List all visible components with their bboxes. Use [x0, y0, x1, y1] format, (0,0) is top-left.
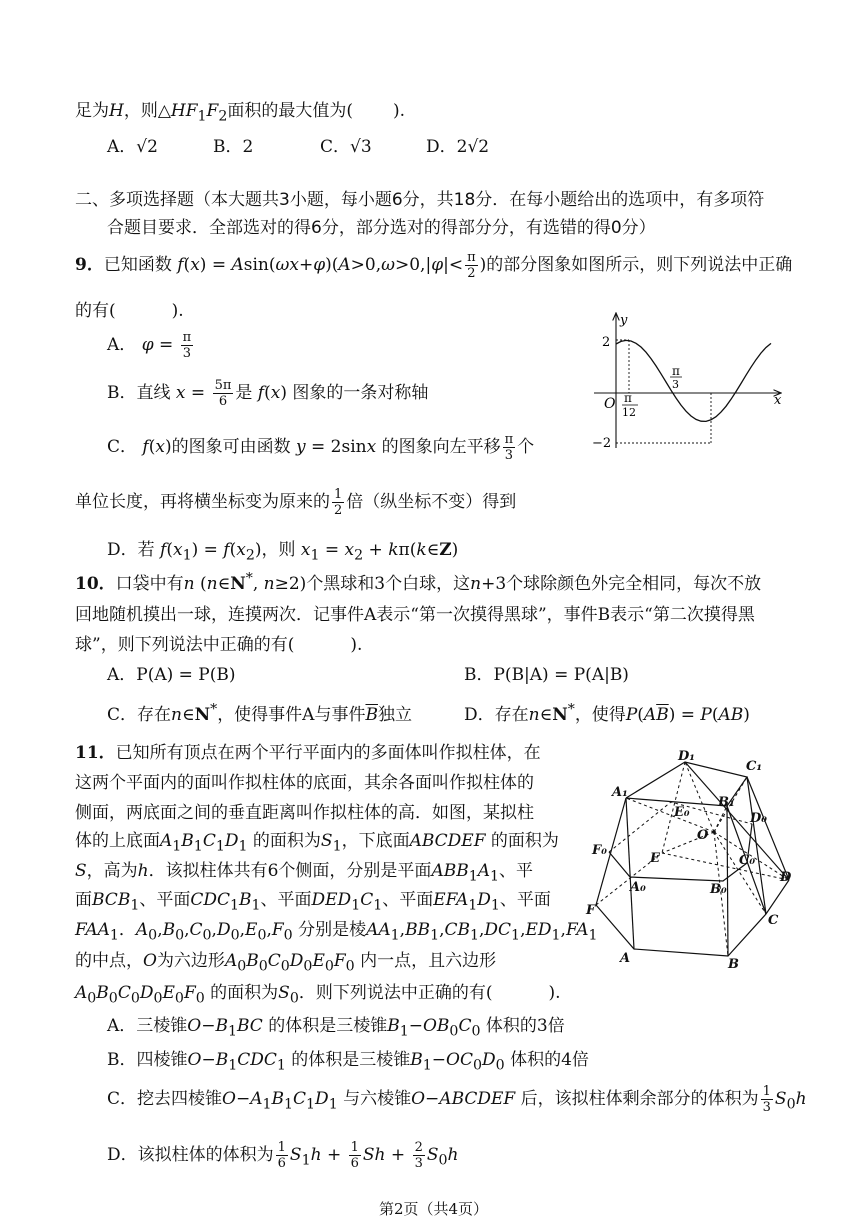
q11-line7: $FAA_1$．$A_0,B_0,C_0,D_0,E_0,F_0$ 分别是棱$AA_1,BB_1,CB_1,DC_1,ED_1,FA_1$	[75, 920, 598, 944]
x-tick-pi12-den: 12	[622, 406, 636, 419]
y-tick-2: 2	[602, 335, 611, 350]
q11-l7-b: 分别是棱	[298, 920, 367, 940]
q10-line1: 10．口袋中有n (n∈N*, n≥2)个黑球和3个白球，这n+3个球除颜色外完全相同，每次不放	[75, 570, 762, 594]
label-E: E	[650, 851, 660, 866]
q11-option-a-c: 体积的3倍	[485, 1016, 565, 1036]
q11-line2: 这两个平面内的面叫作拟柱体的底面，其余各面叫作拟柱体的	[75, 773, 534, 793]
q10-option-a: A．P(A) = P(B)	[107, 665, 236, 685]
q11-l9-c: ).	[548, 983, 561, 1003]
q9-option-c-cont: 单位长度，再将横坐标变为原来的 $\frac{1}{2}$ 倍（纵坐标不变）得到	[75, 487, 517, 518]
q10-option-c-b: ，使得事件A与事件	[217, 705, 366, 725]
q9-option-c-b: 的图象可由函数	[171, 437, 291, 457]
q9-option-c-f: 倍（纵坐标不变）得到	[346, 492, 517, 512]
q9-option-d-b: ，则	[261, 540, 296, 560]
q11-option-c-b: 与六棱锥	[343, 1089, 412, 1109]
sine-curve	[616, 340, 771, 421]
q9-option-a-label: A．	[107, 335, 137, 355]
q10-number: 10．	[75, 574, 116, 594]
q11-l6-e: 、平面	[499, 890, 551, 910]
q10-option-c-a: C．存在	[107, 705, 172, 725]
q11-l6-c: 、平面	[260, 890, 312, 910]
q11-line1	[75, 738, 541, 763]
q9-stem-b: 的部分图象如图所示，则下列说法中正确	[486, 255, 793, 275]
q11-option-a: A．三棱锥$O-B_1BC$ 的体积是三棱锥$B_1-OB_0C_0$ 体积的3倍	[107, 1016, 565, 1040]
label-C0: C₀	[739, 853, 756, 868]
q11-line5: S，高为h．该拟柱体共有6个侧面，分别是平面$ABB_1A_1$、平	[75, 861, 534, 885]
q8-text-d: ).	[393, 101, 406, 121]
q9-option-c-c: 的图象向左平移	[381, 437, 501, 457]
q9-stem-c: 的有(	[75, 301, 116, 321]
q9-option-a: A． φ = $\frac{\pi}{3}$	[107, 330, 192, 361]
x-axis-label: x	[774, 393, 782, 408]
label-C: C	[768, 913, 779, 928]
q11-l6-b: 、平面	[139, 890, 191, 910]
q11-option-c-c: 后，该拟柱体剩余部分的体积为	[520, 1089, 759, 1109]
label-B1: B₁	[718, 795, 735, 810]
q8-tail: 足为H，则$\triangle HF_1F_2$面积的最大值为( ).	[75, 101, 406, 125]
q10-option-b: B．P(B|A) = P(A|B)	[464, 665, 629, 685]
q9-option-c-d: 个	[517, 437, 535, 457]
label-B: B	[728, 957, 739, 972]
q10-option-c: C．存在n∈N*，使得事件A与事件$\overline{B}$独立	[107, 701, 412, 725]
q10-line3-b: ).	[350, 635, 363, 655]
q8-option-b: B．2	[213, 137, 254, 157]
section2-heading-line1: 二、多项选择题（本大题共3小题，每小题6分，共18分．在每小题给出的选项中，有多项符	[75, 190, 765, 210]
q10-option-d-a: D．存在	[464, 705, 529, 725]
q11-number: 11．	[75, 743, 116, 763]
q11-l5-b: ．该拟柱体共有6个侧面，分别是平面	[148, 861, 432, 881]
q9-number: 9．	[75, 255, 104, 275]
q11-polyhedron-figure	[584, 740, 800, 972]
q11-l6-d: 、平面	[382, 890, 434, 910]
q11-option-c: C．挖去四棱锥$O-A_1B_1C_1D_1$ 与六棱锥O−ABCDEF 后，该拟柱体剩余部分的体积为 $\frac{1}{3}$ $S_0h$	[107, 1084, 807, 1115]
q11-l9-a: 的面积为	[210, 983, 279, 1003]
q10-option-c-c: 独立	[377, 705, 412, 725]
q11-option-c-a: C．挖去四棱锥	[107, 1089, 223, 1109]
q11-l7-a: ．	[118, 920, 136, 940]
q11-l4-a: 体的上底面	[75, 831, 160, 851]
q9-option-c-a: C．	[107, 437, 138, 457]
q11-line6: 面$BCB_1$、平面$CDC_1B_1$、平面$DED_1C_1$、平面$EFA_1D_1$、平面	[75, 890, 551, 914]
q11-option-b-c: 体积的4倍	[510, 1050, 589, 1070]
label-O: O	[697, 828, 709, 843]
q9-option-b-b: 是	[235, 383, 253, 403]
q11-l4-c: ，下底面	[341, 831, 410, 851]
q10-option-d: D．存在n∈N*，使得$P(A\overline{B}) = P(AB)$	[464, 701, 750, 725]
q11-l5-c: 、平	[499, 861, 534, 881]
q11-line8: 的中点，O为六边形$A_0B_0C_0D_0E_0F_0$ 内一点，且六边形	[75, 951, 497, 975]
q9-option-c: C． f(x)的图象可由函数 y = 2sinx 的图象向左平移 $\frac{\pi}{3}$ 个	[107, 432, 535, 463]
label-B0: B₀	[710, 882, 727, 897]
label-E0: E₀	[674, 805, 690, 820]
q11-l8-a: 的中点，	[75, 951, 143, 971]
q11-option-a-b: 的体积是三棱锥	[268, 1016, 388, 1036]
q10-line3	[75, 630, 362, 655]
q11-l6-a: 面	[75, 890, 92, 910]
q10-line1-a: 口袋中有	[115, 574, 184, 594]
x-tick-pi3-num: π	[672, 364, 680, 378]
q11-option-b: B．四棱锥$O-B_1CDC_1$ 的体积是三棱锥$B_1-OC_0D_0$ 体积的4倍	[107, 1050, 589, 1074]
q9-sine-graph	[586, 308, 786, 458]
q11-line4: 体的上底面$A_1B_1C_1D_1$ 的面积为$S_1$，下底面ABCDEF 的面积为	[75, 831, 559, 855]
label-D0: D₀	[750, 811, 767, 826]
label-D1: D₁	[678, 749, 695, 764]
q8-text-a: 足为	[75, 101, 109, 121]
label-F0: F₀	[592, 843, 607, 858]
q11-line3: 侧面，两底面之间的垂直距离叫作拟柱体的高．如图，某拟柱	[75, 803, 534, 823]
q11-option-d: D．该拟柱体的体积为 $\frac{1}{6}$ $S_1h$ + $\frac{1}{6}$ Sh + $\frac{2}{3}$ $S_0h$	[107, 1140, 459, 1171]
q9-option-d-a: D．若	[107, 540, 155, 560]
label-D: D	[780, 870, 792, 885]
q11-option-d-a: D．该拟柱体的体积为	[107, 1145, 274, 1165]
x-tick-pi3-den: 3	[672, 378, 679, 391]
q11-l9-b: ．则下列说法中正确的有(	[298, 983, 493, 1003]
label-C1: C₁	[746, 759, 763, 774]
x-tick-pi12-num: π	[624, 391, 632, 405]
q9-option-b-a: B．直线	[107, 383, 171, 403]
q8-option-c: C．√3	[320, 137, 372, 157]
label-F: F	[586, 903, 596, 918]
q8-text-c: 面积的最大值为(	[227, 101, 353, 121]
q9-stem-a: 已知函数	[103, 255, 172, 275]
label-A1: A₁	[612, 785, 628, 800]
q11-l8-c: 内一点，且六边形	[360, 951, 497, 971]
q9-option-d: D．若 $f(x_1) = f(x_2)$，则 $x_1 = x_2$ + kπ(k∈Z)	[107, 540, 459, 564]
q11-l4-d: 的面积为	[490, 831, 559, 851]
q9-stem-d: ).	[171, 301, 184, 321]
q11-l4-b: 的面积为	[252, 831, 321, 851]
q8-option-a: A．√2	[107, 137, 158, 157]
q8-option-d: D．2√2	[426, 137, 490, 157]
q8-text-b: ，则	[123, 101, 158, 121]
label-A0: A₀	[630, 880, 646, 895]
point-O	[712, 830, 716, 834]
q11-l8-b: 为六边形	[156, 951, 225, 971]
q9-stem-end	[75, 296, 184, 321]
q11-line9: $A_0B_0C_0D_0E_0F_0$ 的面积为$S_0$．则下列说法中正确的有( ).	[75, 983, 561, 1007]
q11-option-a-a: A．三棱锥	[107, 1016, 188, 1036]
q9-option-c-e: 单位长度，再将横坐标变为原来的	[75, 492, 330, 512]
y-axis-label: y	[620, 313, 628, 328]
q10-line1-c: 个球除颜色外完全相同，每次不放	[506, 574, 762, 594]
label-A: A	[620, 951, 631, 966]
section2-heading-line2: 合题目要求．全部选对的得6分，部分选对的得部分分，有选错的得0分）	[107, 218, 656, 238]
q11-l5-a: ，高为	[86, 861, 138, 881]
q10-line3-a: 球”，则下列说法中正确的有(	[75, 635, 295, 655]
q10-line1-b: 个黑球和3个白球，这	[306, 574, 471, 594]
origin-label: O	[604, 396, 616, 412]
q11-option-b-a: B．四棱锥	[107, 1050, 188, 1070]
q11-option-b-b: 的体积是三棱锥	[291, 1050, 411, 1070]
q9-stem: 9．已知函数 f(x) = Asin(ωx+φ)(A>0,ω>0,|φ|< $\frac{\pi}{2}$ )的部分图象如图所示，则下列说法中正确	[75, 250, 793, 281]
q10-line2: 回地随机摸出一球，连摸两次．记事件A表示“第一次摸得黑球”，事件B表示“第二次摸得黑	[75, 605, 755, 625]
q10-option-d-b: ，使得	[574, 705, 626, 725]
q11-line1-text: 已知所有顶点在两个平行平面内的多面体叫作拟柱体，在	[115, 743, 541, 763]
y-tick-neg2: −2	[592, 436, 612, 451]
page-footer: 第2页（共4页）	[378, 1200, 489, 1218]
q9-option-b-c: 图象的一条对称轴	[292, 383, 429, 403]
q9-option-b: B．直线 x = $\frac{5\pi}{6}$ 是 f(x) 图象的一条对称轴	[107, 378, 429, 409]
